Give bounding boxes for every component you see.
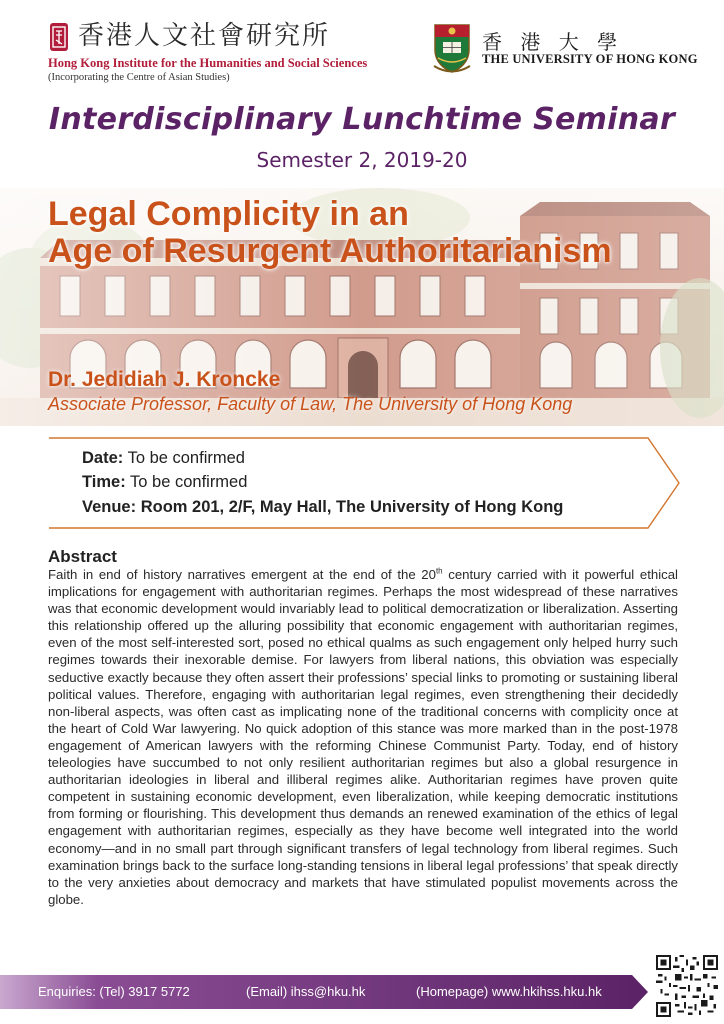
hkihss-logo [48, 18, 388, 83]
talk-title [48, 196, 612, 270]
event-details-box [48, 437, 680, 529]
abstract-body [48, 566, 678, 908]
date-row [82, 449, 245, 468]
semester-label: Semester 2, 2019-20 [256, 148, 468, 172]
speaker-name: Dr. Jedidiah J. Kroncke [48, 368, 281, 391]
time-row [82, 473, 247, 492]
abstract-heading: Abstract [48, 547, 117, 566]
speaker-position: Associate Professor, Faculty of Law, The University of Hong Kong [48, 394, 573, 414]
abstract-text-rest: century carried with it powerful ethical implications for engagement with authoritarian regimes. Perhaps the most widespread of these narratives was that economic development would invariably lead to political democratization or liberalization. Asserting this relationship offered up the alluring possibility that economic engagement with authoritarian regimes, even of the most self-interested sort, posed no ethical qualms as such engagement only helped hurry such regimes towards their inexorable demise. For lawyers from liberal nations, this obviation was especially seductive exactly because they often assert their professions’ special links to promoting or sustaining liberal political values. Therefore, engaging with authoritarian legal regimes, even strengthening their decidedly non-liberal aspects, was often cast as implicating none of the traditional concerns with complicity once at the heart of Cold War lawyering. No quick adoption of this stance was more marked than in the post-1978 engagement of American lawyers with the reforming Chinese Communist Party. Today, end of history teleologies have succumbed to not only resilient authoritarian regimes but also a global resurgence in authoritarian ideologies in liberal and illiberal regimes alike. Authoritarian regimes have proven quite competent in sustaining economic development, even liberalization, while keeping democratic institutions from forming or flourishing. This development thus demands an renewed examination of the ethics of legal engagement with authoritarian regimes, especially as they have become well integrated into the world economy—and in no small part through significant transfers of legal technology from liberal regimes. Such examination brings back to the surface long-standing tensions in liberal legal professions’ that speak directly to the very anxieties about democracy and markets that have stimulated populist movements across the globe. [48, 567, 678, 907]
institute-subtitle: (Incorporating the Centre of Asian Studies) [48, 72, 230, 83]
hku-logo [432, 22, 702, 84]
venue-label: Venue: [82, 498, 137, 516]
institute-name-english: Hong Kong Institute for the Humanities and Social Sciences [48, 56, 368, 70]
venue-row [82, 498, 563, 517]
institute-name-chinese: 香港人文社會研究所 [78, 21, 331, 51]
seminar-series-title: Interdisciplinary Lunchtime Seminar [48, 102, 676, 137]
university-crest-icon [432, 22, 472, 74]
seal-icon [48, 22, 70, 52]
footer-enquiries: Enquiries: (Tel) 3917 5772 [38, 984, 190, 999]
date-label: Date: [82, 449, 124, 467]
university-name-chinese: 香 港 大 學 [482, 30, 624, 54]
university-name-english: THE UNIVERSITY OF HONG KONG [482, 52, 698, 66]
talk-title-line-2: Age of Resurgent Authoritarianism [48, 232, 612, 270]
abstract-superscript: th [435, 566, 443, 576]
abstract-text-start: Faith in end of history narratives emergent at the end of the 20 [48, 567, 436, 582]
footer-homepage[interactable]: (Homepage) www.hkihss.hku.hk [416, 984, 602, 999]
venue-value: Room 201, 2/F, May Hall, The University of Hong Kong [140, 498, 564, 516]
time-label: Time: [82, 473, 126, 491]
hero-banner [0, 188, 724, 426]
footer-bar [0, 975, 648, 1009]
time-value: To be confirmed [130, 473, 248, 491]
qr-code-icon[interactable] [656, 955, 718, 1017]
footer-email[interactable]: (Email) ihss@hku.hk [246, 984, 366, 999]
talk-title-line-1: Legal Complicity in an [48, 195, 409, 233]
date-value: To be confirmed [127, 449, 245, 467]
